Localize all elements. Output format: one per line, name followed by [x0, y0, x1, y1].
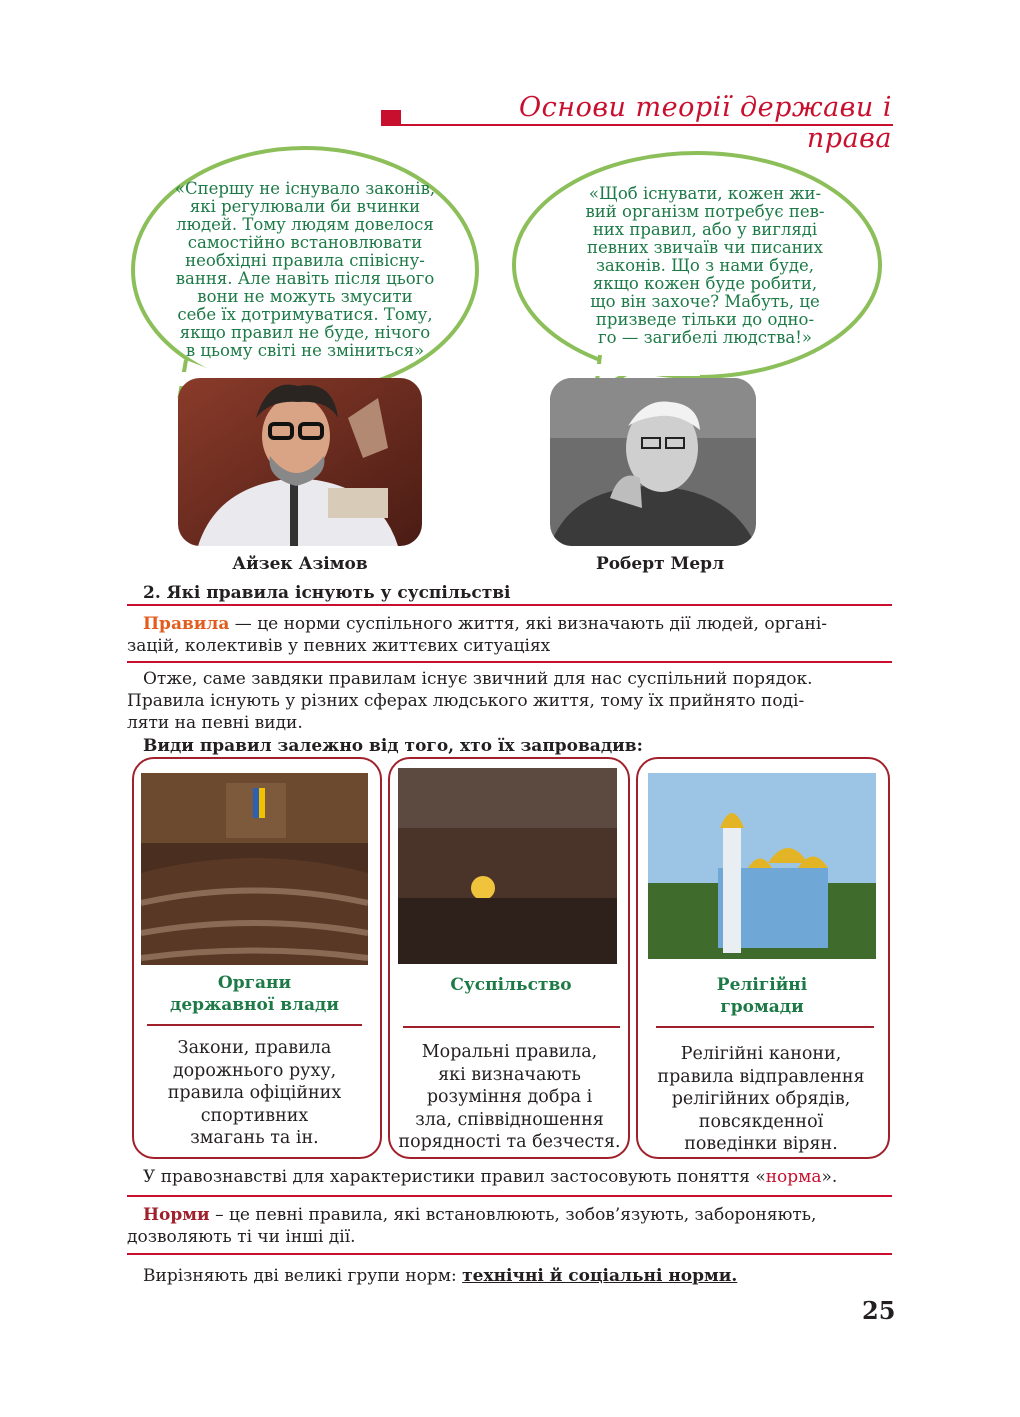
speech-bubbles	[0, 0, 1020, 400]
box-society-text: Моральні правила, які визначають розуміння добра і зла, співвідношення порядності та безчестя.	[398, 1042, 621, 1152]
section-title: 2. Які правила існують у суспільстві	[143, 583, 511, 603]
quote-merle: «Щоб існувати, кожен жи- вий організм потребує пев- них правил, або у вигляді певних звичаїв чи писаних законів. Що з нами буде, якщо кожен буде робити, що він захоче? Мабуть, це призведе тільки до одно- го — загибелі людства!»	[585, 184, 825, 347]
paragraph-order: Отже, саме завдяки правилам існує звичний для нас суспільний порядок. Правила існують у різних сферах людського життя, тому їх прийнято поді- ляти на певні види.	[127, 669, 813, 733]
box-society-title: Суспільство	[450, 975, 572, 995]
box-state-bodies-rule	[147, 1024, 362, 1026]
definition-rules: Правила — це норми суспільного життя, які визначають дії людей, органі- зацій, колективів у певних життєвих ситуаціях	[127, 614, 828, 656]
norm-rule-top	[127, 1195, 892, 1197]
box-religious-rule	[656, 1026, 874, 1028]
cathedral-image	[648, 773, 876, 959]
final-sentence: Вирізняють дві великі групи норм: технічні й соціальні норми.	[143, 1266, 738, 1286]
definition-norms: Норми – це певні правила, які встановлюють, зобов’язують, забороняють, дозволяють ті чи інші дії.	[127, 1205, 817, 1247]
page-number: 25	[862, 1296, 896, 1325]
norm-sentence: У правознавстві для характеристики правил застосовують поняття «норма».	[143, 1167, 838, 1187]
box-society-rule	[403, 1026, 620, 1028]
portrait-merle	[550, 378, 756, 546]
parliament-image	[141, 773, 368, 965]
author-name-asimov: Айзек Азімов	[232, 554, 368, 574]
norm-rule-bottom	[127, 1253, 892, 1255]
box-religious-title: Релігійні громади	[716, 975, 808, 1017]
author-name-merle: Роберт Мерл	[595, 554, 725, 574]
box-state-bodies-title: Органи державної влади	[170, 973, 339, 1015]
crowd-image	[398, 768, 617, 964]
definition-rule	[127, 661, 892, 663]
types-subheading: Види правил залежно від того, хто їх запровадив:	[143, 736, 643, 756]
portrait-asimov	[178, 378, 422, 546]
quote-asimov: «Спершу не існувало законів, які регулювали би вчинки людей. Тому людям довелося самостійно встановлювати необхідні правила співісну- вання. Але навіть після цього вони не можуть змусити себе їх дотримуватися. Тому, якщо правил не буде, нічого в цьому світі не зміниться»	[174, 179, 436, 360]
box-state-bodies-text: Закони, правила дорожнього руху, правила офіційних спортивних змагань та ін.	[167, 1038, 342, 1148]
section-rule	[127, 604, 892, 606]
running-header-title: Основи теорії держави і права	[519, 92, 892, 154]
box-religious-text: Релігійні канони, правила відправлення релігійних обрядів, повсякденної поведінки вірян.	[657, 1044, 865, 1154]
